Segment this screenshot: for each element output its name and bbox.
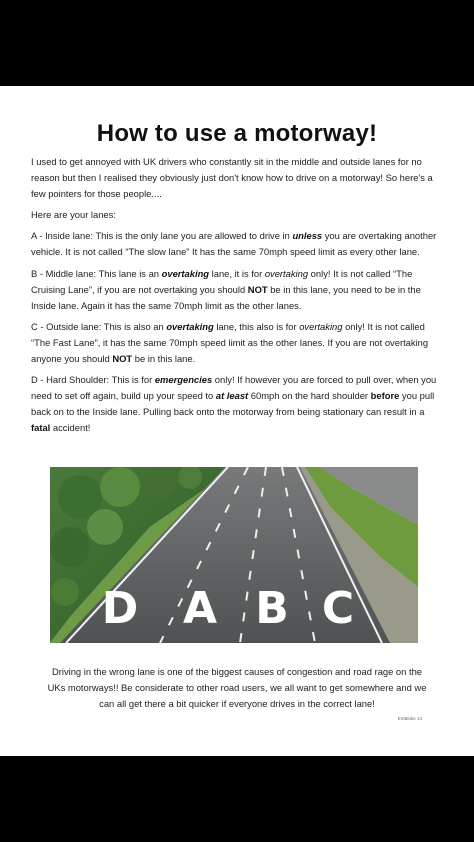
lane-d-paragraph: D - Hard Shoulder: This is for emergencies only! If however you are forced to pull over, when you need to set off again, build up your speed to at least 60mph on the hard shoulder before you pull back on to the Inside lane. Pulling back onto the motorway from being stationary can result in a fatal accident! (31, 374, 437, 434)
closing-paragraph: Driving in the wrong lane is one of the biggest causes of congestion and road rage on the UKs motorways!! Be considerate to other road users, we all want to get somewhere and we can all get there a bit quicker if everyone drives in the correct lane! (47, 666, 427, 710)
page-title: How to use a motorway! (96, 120, 378, 147)
lanes-heading: Here are your lanes: (31, 209, 116, 221)
lane-label-d: D (101, 583, 139, 634)
motorway-photo (50, 467, 418, 643)
lane-label-c: C (321, 583, 355, 634)
intro-paragraph: I used to get annoyed with UK drivers who constantly sit in the middle and outside lanes for no reason but then I realised they obviously just don't know how to drive on a motorway! So here's a few pointers for those people.... (31, 156, 433, 200)
author-credit: EmBloke 14 (397, 716, 422, 721)
document-page (0, 86, 474, 756)
lane-label-b: B (255, 583, 289, 634)
lane-c-paragraph: C - Outside lane: This is also an overtaking lane, this also is for overtaking only! It is not called “The Fast Lane”, it has the same 70mph speed limit as the other lanes. If you are not overtaking anyone you should NOT be in this lane. (31, 320, 429, 365)
article-body (31, 154, 443, 442)
motorway-illustration (50, 467, 418, 643)
lane-a-paragraph: A - Inside lane: This is the only lane you are allowed to drive in unless you are overtaking another vehicle. It is not called “The slow lane” It has the same 70mph speed limit as every other lane. (31, 230, 437, 258)
lane-label-a: A (182, 583, 218, 634)
lane-b-paragraph: B - Middle lane: This lane is an overtaking lane, it is for overtaking only! It is not called “The Cruising Lane”, if you are not overtaking you should NOT be in this lane, you need to be in the Inside lane. Again it has the same 70mph limit as the other lanes. (31, 267, 421, 311)
